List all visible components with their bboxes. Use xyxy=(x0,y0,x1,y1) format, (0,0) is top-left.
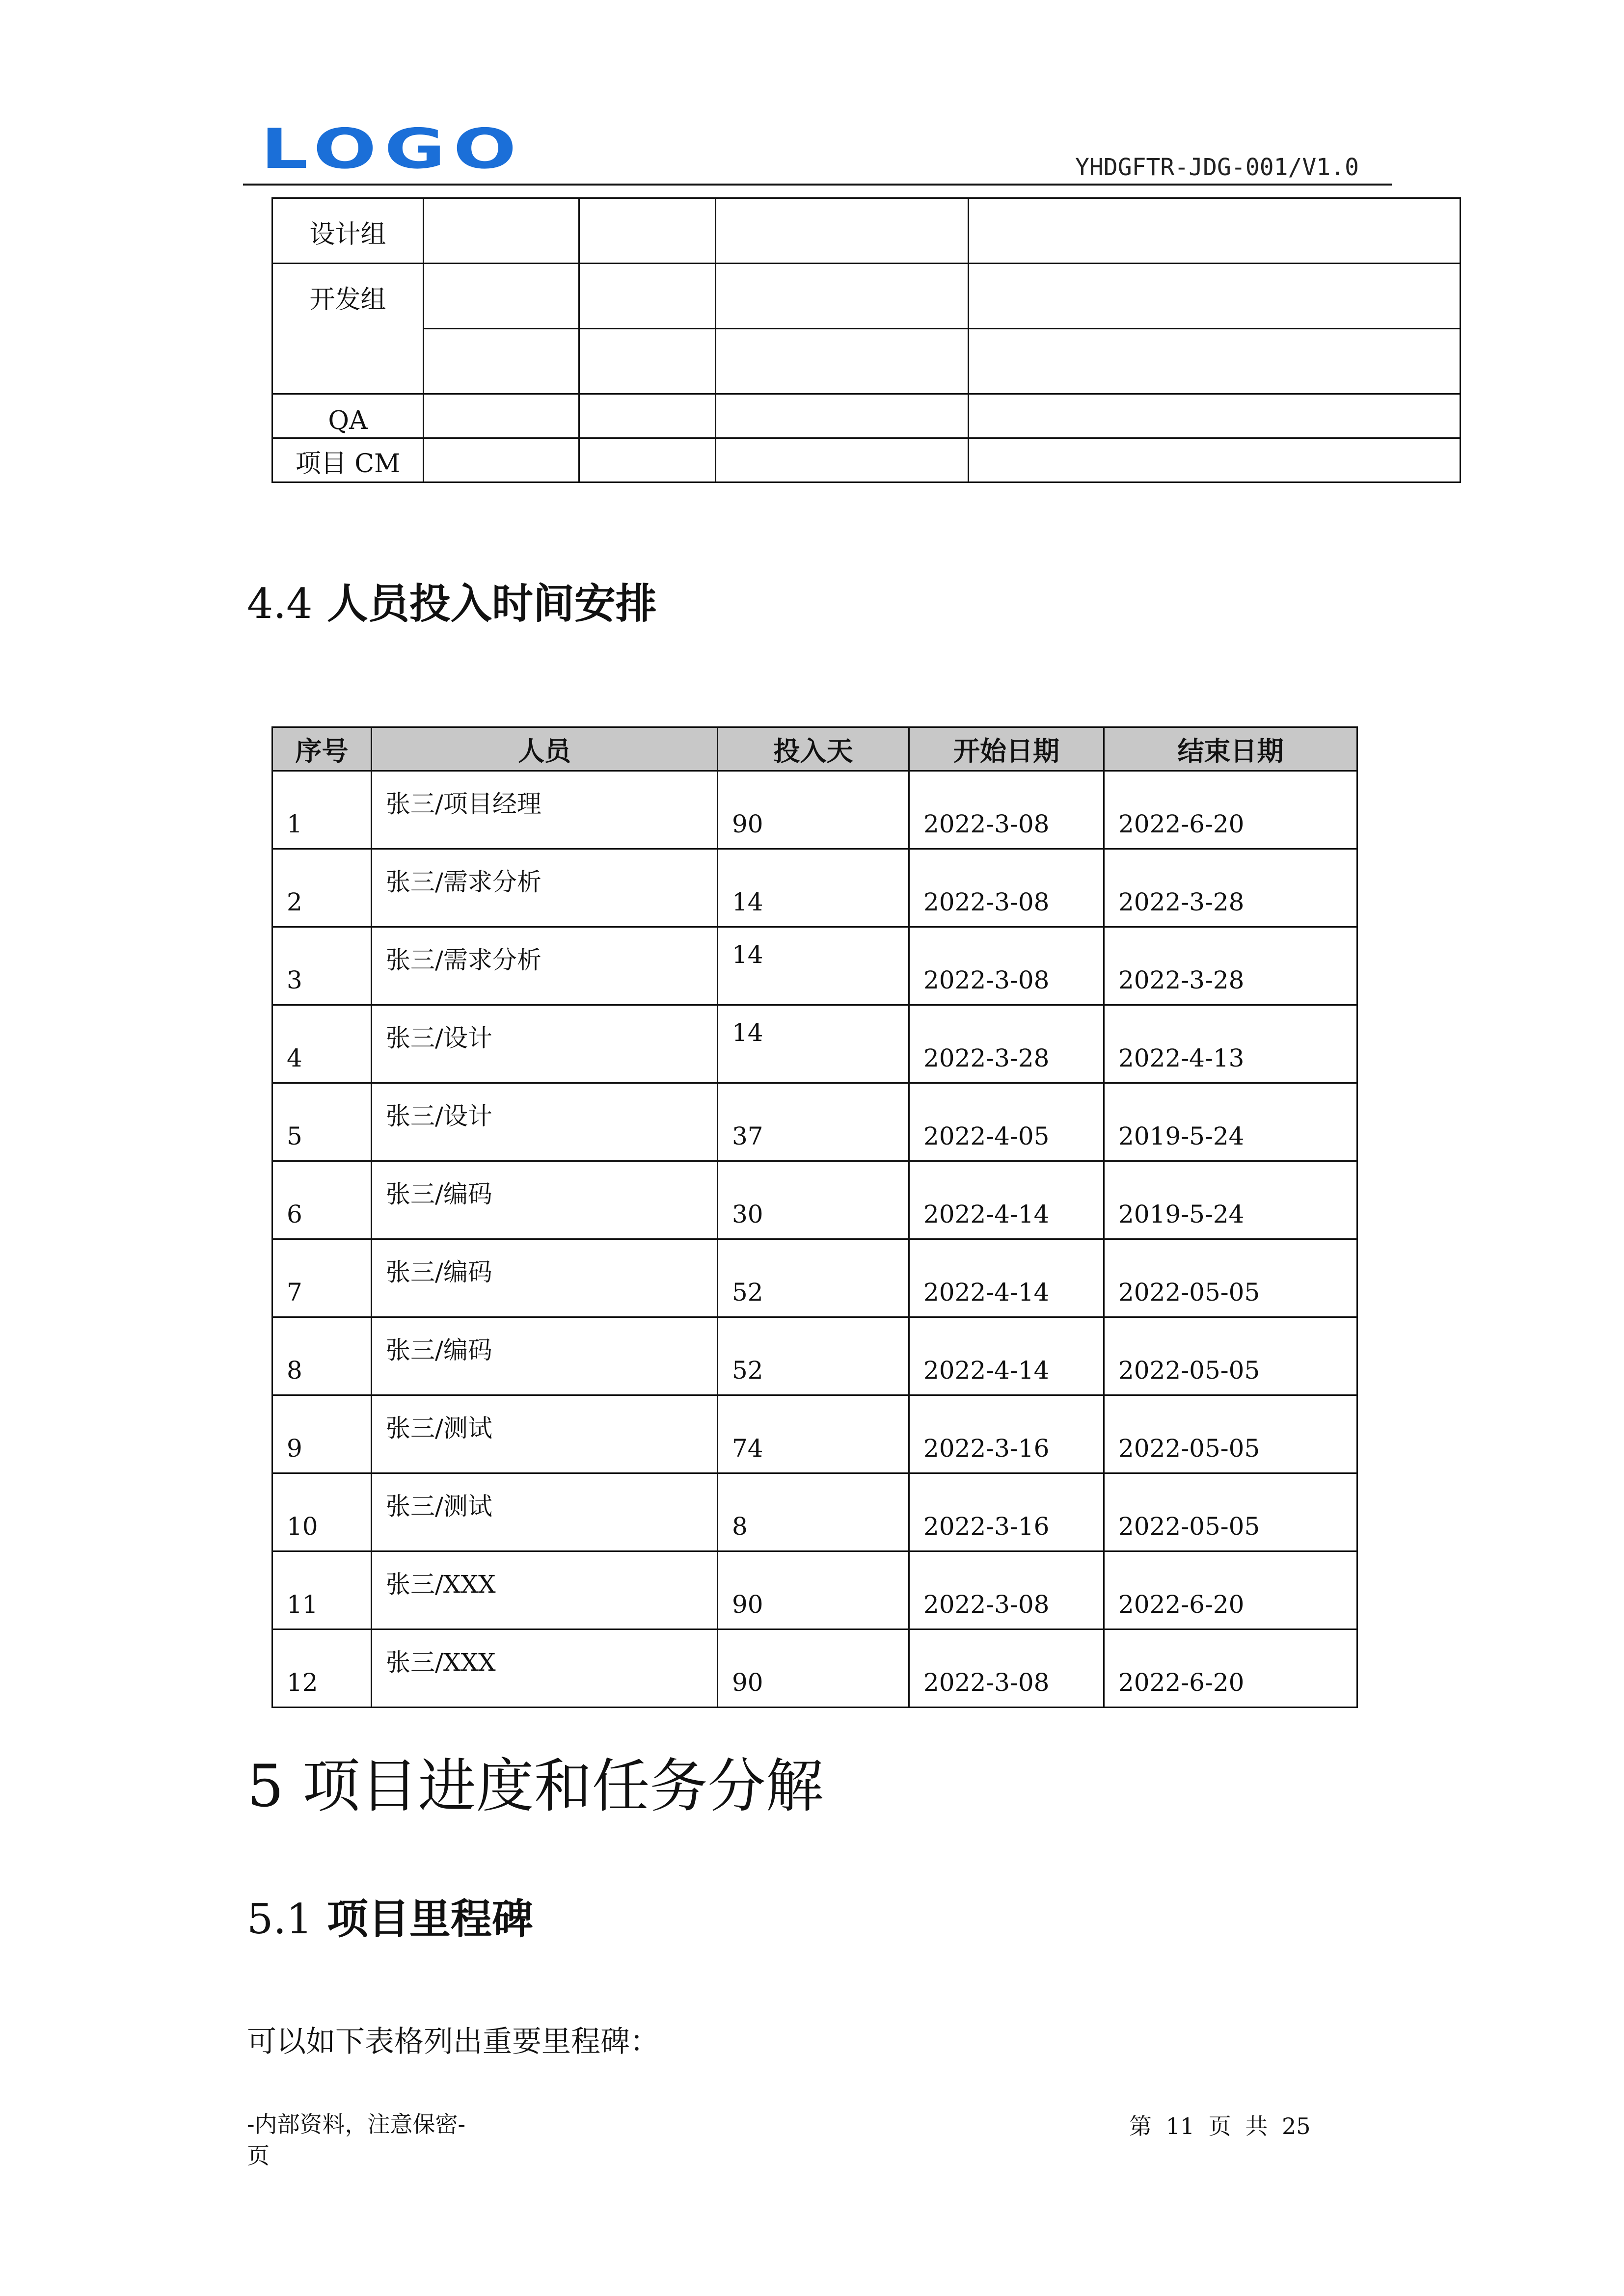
cell-end-date: 2022-6-20 xyxy=(1104,771,1357,849)
cell-no: 2 xyxy=(272,849,372,927)
table-cell xyxy=(969,264,1461,329)
cell-no: 6 xyxy=(272,1161,372,1239)
cell-no: 4 xyxy=(272,1005,372,1083)
team-label-qa: QA xyxy=(272,394,424,438)
footer-confidential xyxy=(247,2109,465,2171)
cell-start-date: 2022-3-08 xyxy=(909,1551,1104,1629)
cell-end-date: 2019-5-24 xyxy=(1104,1083,1357,1161)
table-row xyxy=(272,1473,1357,1551)
table-row xyxy=(272,1083,1357,1161)
cell-end-date: 2022-3-28 xyxy=(1104,927,1357,1005)
section-title: 项目里程碑 xyxy=(326,1895,533,1943)
team-table xyxy=(271,197,1461,483)
cell-no: 7 xyxy=(272,1239,372,1317)
schedule-table-body xyxy=(272,771,1357,1708)
table-row xyxy=(272,1005,1357,1083)
cell-person: 张三/编码 xyxy=(372,1161,718,1239)
cell-person: 张三/编码 xyxy=(372,1317,718,1395)
team-label-cm: 项目 CM xyxy=(272,438,424,482)
table-cell xyxy=(579,438,716,482)
table-cell xyxy=(969,438,1461,482)
table-header-row xyxy=(272,727,1357,771)
table-cell xyxy=(969,394,1461,438)
column-header-end: 结束日期 xyxy=(1104,727,1357,771)
cell-no: 11 xyxy=(272,1551,372,1629)
column-header-start: 开始日期 xyxy=(909,727,1104,771)
section-number: 4.4 xyxy=(247,580,313,628)
table-row xyxy=(272,1395,1357,1473)
cell-start-date: 2022-3-08 xyxy=(909,771,1104,849)
cell-end-date: 2022-05-05 xyxy=(1104,1317,1357,1395)
table-cell xyxy=(969,329,1461,394)
cell-start-date: 2022-3-08 xyxy=(909,927,1104,1005)
cell-end-date: 2022-05-05 xyxy=(1104,1395,1357,1473)
cell-start-date: 2022-3-08 xyxy=(909,1629,1104,1708)
cell-start-date: 2022-4-14 xyxy=(909,1161,1104,1239)
cell-days: 14 xyxy=(718,1005,909,1083)
table-row xyxy=(272,264,1461,329)
cell-person: 张三/需求分析 xyxy=(372,849,718,927)
table-row xyxy=(272,1551,1357,1629)
page-number: 第 11 页 共 25 xyxy=(1129,2113,1311,2139)
cell-start-date: 2022-4-14 xyxy=(909,1317,1104,1395)
table-cell xyxy=(716,198,969,264)
column-header-days: 投入天 xyxy=(718,727,909,771)
table-cell xyxy=(716,394,969,438)
cell-person: 张三/设计 xyxy=(372,1083,718,1161)
table-cell xyxy=(579,264,716,329)
cell-start-date: 2022-3-16 xyxy=(909,1473,1104,1551)
section-title: 人员投入时间安排 xyxy=(326,580,657,628)
table-cell xyxy=(716,438,969,482)
table-cell xyxy=(579,198,716,264)
document-code: YHDGFTR-JDG-001/V1.0 xyxy=(1075,154,1359,181)
chapter-number: 5 xyxy=(247,1752,284,1820)
page-label-tail: 页 xyxy=(247,2142,270,2169)
section-heading-4-4 xyxy=(247,580,657,628)
cell-start-date: 2022-3-28 xyxy=(909,1005,1104,1083)
cell-person: 张三/XXX xyxy=(372,1551,718,1629)
cell-days: 90 xyxy=(718,1629,909,1708)
table-row xyxy=(272,1317,1357,1395)
cell-person: 张三/设计 xyxy=(372,1005,718,1083)
cell-person: 张三/项目经理 xyxy=(372,771,718,849)
cell-end-date: 2022-6-20 xyxy=(1104,1551,1357,1629)
cell-end-date: 2022-4-13 xyxy=(1104,1005,1357,1083)
cell-end-date: 2022-3-28 xyxy=(1104,849,1357,927)
cell-end-date: 2022-6-20 xyxy=(1104,1629,1357,1708)
cell-days: 14 xyxy=(718,927,909,1005)
table-row xyxy=(272,849,1357,927)
staffing-schedule-table xyxy=(271,726,1358,1708)
table-row xyxy=(272,1161,1357,1239)
cell-no: 12 xyxy=(272,1629,372,1708)
table-cell xyxy=(716,264,969,329)
table-cell xyxy=(969,198,1461,264)
cell-start-date: 2022-3-16 xyxy=(909,1395,1104,1473)
table-row xyxy=(272,927,1357,1005)
table-cell xyxy=(716,329,969,394)
cell-days: 90 xyxy=(718,771,909,849)
cell-no: 3 xyxy=(272,927,372,1005)
table-row xyxy=(272,1239,1357,1317)
table-row xyxy=(272,771,1357,849)
cell-person: 张三/编码 xyxy=(372,1239,718,1317)
table-cell xyxy=(424,329,579,394)
cell-days: 37 xyxy=(718,1083,909,1161)
milestone-intro-text: 可以如下表格列出重要里程碑： xyxy=(247,2025,659,2059)
cell-start-date: 2022-4-05 xyxy=(909,1083,1104,1161)
header-divider xyxy=(243,184,1392,186)
table-cell xyxy=(579,394,716,438)
cell-person: 张三/XXX xyxy=(372,1629,718,1708)
cell-no: 5 xyxy=(272,1083,372,1161)
cell-start-date: 2022-3-08 xyxy=(909,849,1104,927)
column-header-no: 序号 xyxy=(272,727,372,771)
cell-days: 52 xyxy=(718,1239,909,1317)
table-cell xyxy=(424,394,579,438)
cell-end-date: 2019-5-24 xyxy=(1104,1161,1357,1239)
chapter-heading-5 xyxy=(247,1752,824,1820)
cell-days: 14 xyxy=(718,849,909,927)
cell-start-date: 2022-4-14 xyxy=(909,1239,1104,1317)
cell-person: 张三/需求分析 xyxy=(372,927,718,1005)
table-cell xyxy=(424,264,579,329)
cell-person: 张三/测试 xyxy=(372,1395,718,1473)
table-row xyxy=(272,394,1461,438)
company-logo: LOGO xyxy=(261,117,524,181)
cell-person: 张三/测试 xyxy=(372,1473,718,1551)
section-number: 5.1 xyxy=(247,1895,313,1943)
section-heading-5-1 xyxy=(247,1895,533,1943)
cell-days: 52 xyxy=(718,1317,909,1395)
table-row xyxy=(272,198,1461,264)
chapter-title: 项目进度和任务分解 xyxy=(302,1752,824,1820)
cell-no: 1 xyxy=(272,771,372,849)
table-cell xyxy=(424,198,579,264)
table-cell xyxy=(579,329,716,394)
table-row xyxy=(272,1629,1357,1708)
team-label-design: 设计组 xyxy=(272,198,424,264)
cell-end-date: 2022-05-05 xyxy=(1104,1473,1357,1551)
cell-days: 90 xyxy=(718,1551,909,1629)
cell-no: 10 xyxy=(272,1473,372,1551)
table-cell xyxy=(424,438,579,482)
cell-no: 9 xyxy=(272,1395,372,1473)
column-header-person: 人员 xyxy=(372,727,718,771)
team-label-dev: 开发组 xyxy=(272,264,424,394)
confidential-notice: -内部资料，注意保密- xyxy=(247,2111,466,2137)
cell-days: 74 xyxy=(718,1395,909,1473)
cell-days: 30 xyxy=(718,1161,909,1239)
table-row xyxy=(272,438,1461,482)
cell-no: 8 xyxy=(272,1317,372,1395)
cell-days: 8 xyxy=(718,1473,909,1551)
table-row xyxy=(272,329,1461,394)
cell-end-date: 2022-05-05 xyxy=(1104,1239,1357,1317)
